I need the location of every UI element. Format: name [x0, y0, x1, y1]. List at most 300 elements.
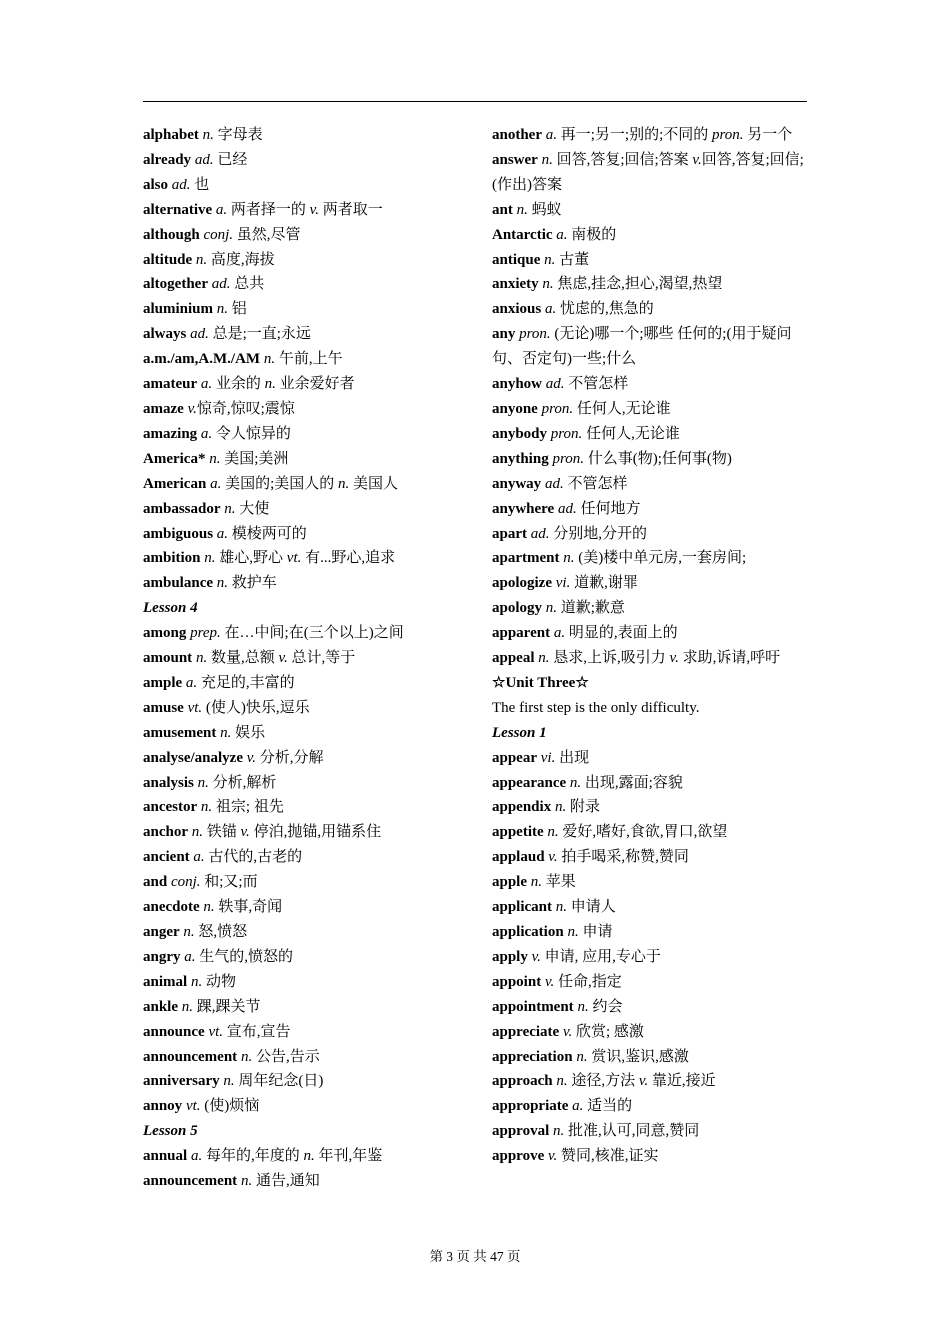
headword: amazing: [143, 425, 198, 442]
part-of-speech: v.: [562, 1023, 573, 1040]
part-of-speech: a.: [184, 948, 196, 965]
meaning: 回答,答复;回信;答案: [552, 151, 693, 168]
part-of-speech: n.: [191, 824, 203, 841]
meaning: 周年纪念(日): [234, 1073, 324, 1090]
headword: amusement: [143, 724, 217, 741]
meaning: 轶事,奇闻: [214, 899, 283, 916]
headword: ankle: [143, 998, 179, 1015]
meaning: 任何地方: [576, 500, 641, 517]
headword: ambition: [143, 550, 201, 567]
part-of-speech: ad.: [194, 151, 214, 168]
part-of-speech: vi.: [555, 575, 571, 592]
headword: annual: [143, 1148, 188, 1165]
meaning: 苹果: [542, 874, 576, 891]
meaning: 娱乐: [231, 724, 266, 741]
part-of-speech: prep.: [190, 625, 221, 642]
motto-text: The first step is the only difficulty.: [492, 699, 700, 716]
headword: answer: [492, 151, 538, 168]
meaning: 两者取一: [318, 201, 383, 218]
meaning: 拍手喝采,称赞,赞同: [557, 849, 689, 866]
part-of-speech: ad.: [544, 475, 564, 492]
part-of-speech: n.: [554, 799, 567, 816]
meaning: 明显的,表面上的: [565, 625, 678, 642]
meaning: 总是;一直;永远: [208, 326, 311, 343]
meaning: 分别地,分开的: [549, 525, 648, 542]
meaning: 也: [190, 176, 210, 193]
meaning: (无论)哪一个;哪些 任何的;(用于疑问句、否定句)一些;什么: [492, 326, 792, 368]
vocab-entry: [143, 1144, 473, 1169]
meaning: 附录: [566, 799, 600, 816]
part-of-speech: n.: [538, 650, 550, 667]
meaning: 令人惊异的: [212, 425, 291, 442]
headword: American: [143, 475, 207, 492]
vocab-entry: [143, 870, 473, 895]
part-of-speech: n.: [542, 276, 554, 293]
meaning: 数量,总额: [207, 650, 279, 667]
meaning: 不管怎样: [563, 475, 628, 492]
headword: anchor: [143, 824, 188, 841]
part-of-speech: n.: [553, 1123, 565, 1140]
part-of-speech: n.: [195, 251, 208, 268]
vocab-entry: [492, 472, 810, 497]
part-of-speech: n.: [240, 1048, 253, 1065]
part-of-speech: n.: [197, 774, 209, 791]
meaning: 道歉,谢罪: [570, 575, 638, 592]
vocab-entry: [143, 671, 473, 696]
headword: approach: [492, 1073, 553, 1090]
meaning: 任何人,无论谁: [573, 400, 671, 417]
meaning: 大使: [235, 500, 270, 517]
meaning: 欣赏; 感激: [572, 1023, 644, 1040]
headword: appendix: [492, 799, 552, 816]
part-of-speech: pron.: [712, 127, 744, 143]
vocab-entry: [143, 198, 473, 223]
vocab-entry: [143, 422, 473, 447]
part-of-speech: n.: [223, 1073, 235, 1090]
headword: alternative: [143, 201, 213, 218]
vocab-entry: [143, 522, 473, 547]
part-of-speech: n.: [209, 450, 221, 467]
vocab-entry: [492, 248, 810, 273]
meaning: (使人)快乐,逗乐: [202, 699, 310, 716]
part-of-speech: ad.: [211, 276, 231, 293]
meaning: 南极的: [567, 226, 617, 243]
meaning: 业余爱好者: [275, 376, 355, 393]
meaning: 午前,上午: [275, 351, 343, 368]
meaning: 爱好,嗜好,食欲,胃口,欲望: [558, 824, 728, 841]
meaning: 铝: [228, 301, 247, 318]
part-of-speech: n.: [183, 924, 195, 940]
meaning: 蚂蚁: [527, 201, 562, 218]
meaning: 批准,认可,同意,赞同: [564, 1123, 700, 1140]
meaning: 不管怎样: [564, 376, 629, 393]
meaning: 任命,指定: [554, 973, 622, 990]
meaning: 两者择一的: [227, 201, 310, 218]
vocab-entry: [492, 497, 810, 522]
headword: antique: [492, 251, 541, 268]
headword: always: [143, 326, 187, 343]
vocab-entry: [143, 148, 473, 173]
vocab-entry: [143, 795, 473, 820]
vocab-entry: [143, 546, 473, 571]
vocab-entry: [143, 272, 473, 297]
meaning: 怒,愤怒: [194, 924, 248, 940]
headword: altogether: [143, 276, 208, 293]
meaning: 踝,踝关节: [193, 998, 261, 1015]
meaning: 求助,诉请,呼吁: [678, 650, 781, 667]
part-of-speech: a.: [545, 127, 557, 143]
headword: analyse/analyze: [143, 749, 243, 766]
part-of-speech: a.: [556, 226, 568, 243]
vocab-entry: [143, 223, 473, 248]
vocab-entry: [143, 372, 473, 397]
part-of-speech: a.: [210, 475, 222, 492]
part-of-speech: n.: [202, 127, 214, 143]
part-of-speech: v.: [638, 1073, 649, 1090]
part-of-speech: v.: [548, 849, 558, 866]
headword: approval: [492, 1123, 550, 1140]
part-of-speech: n.: [576, 1048, 588, 1065]
vocab-entry: [143, 895, 473, 920]
headword: and: [143, 874, 168, 891]
part-of-speech: vt.: [187, 699, 203, 716]
headword: Antarctic: [492, 226, 553, 243]
vocab-entry: [492, 571, 810, 596]
part-of-speech: vi.: [540, 749, 556, 766]
meaning: 有...野心,追求: [301, 550, 396, 567]
headword: a.m./am,A.M./AM: [143, 351, 261, 368]
headword: appear: [492, 749, 537, 766]
part-of-speech: pron.: [519, 326, 551, 343]
part-of-speech: ad.: [557, 500, 577, 517]
headword: apparent: [492, 625, 551, 642]
vocab-entry: [143, 472, 473, 497]
headword: amaze: [143, 400, 184, 417]
part-of-speech: vt.: [208, 1023, 224, 1040]
headword: announce: [143, 1023, 205, 1040]
vocab-entry: [492, 422, 810, 447]
meaning: 申请人: [567, 899, 616, 916]
vocab-entry: [492, 895, 810, 920]
vocab-entry: [492, 795, 810, 820]
vocab-entry: [492, 1069, 810, 1094]
vocab-entry: [492, 322, 810, 372]
headword: appreciate: [492, 1023, 560, 1040]
headword: ambiguous: [143, 525, 214, 542]
vocab-entry: [143, 820, 473, 845]
vocab-entry: [143, 771, 473, 796]
headword: anxiety: [492, 276, 539, 293]
headword: ancient: [143, 849, 190, 866]
headword: apply: [492, 948, 528, 965]
headword: applaud: [492, 849, 545, 866]
vocab-entry: [492, 297, 810, 322]
part-of-speech: n.: [264, 376, 276, 393]
part-of-speech: v.: [240, 824, 250, 841]
headword: appointment: [492, 998, 574, 1015]
part-of-speech: pron.: [552, 450, 584, 467]
vocab-entry: [492, 970, 810, 995]
meaning: 救护车: [228, 575, 277, 592]
meaning: 申请: [578, 924, 613, 940]
vocab-entry: [492, 447, 810, 472]
part-of-speech: v.: [531, 948, 541, 965]
part-of-speech: pron.: [550, 425, 583, 442]
meaning: 总共: [230, 276, 265, 293]
headword: applicant: [492, 899, 553, 916]
headword: approve: [492, 1148, 545, 1165]
vocab-entry: [143, 746, 473, 771]
meaning: 年刊,年鉴: [314, 1148, 383, 1165]
part-of-speech: n.: [555, 899, 568, 916]
meaning: 祖宗; 祖先: [212, 799, 284, 816]
meaning: 模棱两可的: [228, 525, 307, 542]
vocab-entry: [492, 123, 810, 148]
meaning: 忧虑的,焦急的: [556, 301, 654, 318]
meaning: (使)烦恼: [200, 1098, 260, 1115]
meaning: 生气的,愤怒的: [195, 948, 294, 965]
part-of-speech: n.: [530, 874, 543, 891]
meaning: 再一;另一;别的;不同的: [557, 127, 713, 143]
vocab-entry: [492, 1119, 810, 1144]
headword: apology: [492, 600, 543, 617]
headword: announcement: [143, 1048, 238, 1065]
part-of-speech: n.: [569, 774, 582, 791]
vocab-entry: [143, 571, 473, 596]
vocab-entry: [492, 995, 810, 1020]
meaning: 宣布,宣告: [223, 1023, 291, 1040]
meaning: 美国的;美国人的: [221, 475, 338, 492]
meaning: 虽然,尽管: [233, 226, 301, 243]
vocab-entry: [143, 920, 473, 945]
headword: anniversary: [143, 1073, 220, 1090]
left-column: [143, 123, 473, 1194]
vocab-entry: [143, 447, 473, 472]
meaning: 美国;美洲: [220, 450, 289, 467]
part-of-speech: n.: [263, 351, 276, 368]
part-of-speech: v.: [187, 400, 197, 417]
vocab-entry: [143, 646, 473, 671]
vocab-entry: [143, 1020, 473, 1045]
part-of-speech: ad.: [171, 176, 191, 193]
part-of-speech: n.: [547, 824, 559, 841]
vocab-entry: [492, 1045, 810, 1070]
meaning: 焦虑,挂念,担心,渴望,热望: [553, 276, 723, 293]
meaning: 分析,分解: [256, 749, 324, 766]
meaning: 赏识,鉴识,感激: [587, 1048, 689, 1065]
vocab-entry: [492, 920, 810, 945]
right-column: [492, 123, 810, 1169]
meaning: 途径,方法: [567, 1073, 639, 1090]
headword: anybody: [492, 425, 548, 442]
part-of-speech: n.: [516, 201, 528, 218]
meaning: 美国人: [349, 475, 398, 492]
vocab-entry: [143, 945, 473, 970]
part-of-speech: v.: [669, 650, 679, 667]
meaning: 道歉;歉意: [557, 600, 625, 617]
vocab-entry: [492, 1020, 810, 1045]
headword: apart: [492, 525, 527, 542]
meaning: 充足的,丰富的: [197, 674, 295, 691]
vocab-entry: [492, 522, 810, 547]
headword: America*: [143, 450, 206, 467]
meaning: 赞同,核准,证实: [557, 1148, 659, 1165]
headword: analysis: [143, 774, 194, 791]
headword: anything: [492, 450, 549, 467]
headword: apartment: [492, 550, 560, 567]
meaning: 恳求,上诉,吸引力: [549, 650, 670, 667]
meaning: 和;又;而: [200, 874, 258, 891]
part-of-speech: v.: [544, 973, 555, 990]
headword: anecdote: [143, 899, 200, 916]
meaning: 业余的: [212, 376, 265, 393]
vocab-entry: [143, 297, 473, 322]
meaning: 任何人,无论谁: [582, 425, 680, 442]
meaning: 出现,露面;容貌: [581, 774, 683, 791]
meaning: 适当的: [583, 1098, 633, 1115]
vocab-entry: [492, 198, 810, 223]
part-of-speech: n.: [337, 475, 350, 492]
part-of-speech: vt.: [286, 550, 302, 567]
vocab-entry: [492, 945, 810, 970]
meaning: 另一个: [743, 127, 793, 143]
headword: anger: [143, 924, 180, 940]
meaning: 公告,告示: [252, 1048, 320, 1065]
part-of-speech: n.: [200, 799, 213, 816]
vocab-entry: [143, 1094, 473, 1119]
headword: appearance: [492, 774, 567, 791]
headword: although: [143, 226, 200, 243]
headword: anywhere: [492, 500, 555, 517]
vocab-entry: [143, 1069, 473, 1094]
headword: ample: [143, 674, 183, 691]
part-of-speech: n.: [577, 998, 589, 1015]
vocab-entry: [143, 970, 473, 995]
part-of-speech: n.: [190, 973, 203, 990]
part-of-speech: a.: [544, 301, 557, 318]
part-of-speech: conj.: [170, 874, 201, 891]
part-of-speech: v.: [692, 151, 702, 168]
part-of-speech: a.: [200, 425, 213, 442]
part-of-speech: n.: [195, 650, 208, 667]
meaning: 申请, 应用,专心于: [540, 948, 661, 965]
meaning: 总计,等于: [287, 650, 356, 667]
vocab-entry: [492, 372, 810, 397]
part-of-speech: n.: [181, 998, 194, 1015]
meaning: 铁锚: [203, 824, 241, 841]
part-of-speech: vt.: [185, 1098, 201, 1115]
meaning: 出现: [555, 749, 590, 766]
headword: animal: [143, 973, 188, 990]
headword: already: [143, 151, 192, 168]
part-of-speech: n.: [544, 251, 556, 268]
meaning: 在…中间;在(三个以上)之间: [220, 625, 404, 642]
vocab-entry: [143, 721, 473, 746]
part-of-speech: n.: [224, 500, 236, 517]
part-of-speech: a.: [190, 1148, 203, 1165]
vocab-entry: [492, 771, 810, 796]
headword: also: [143, 176, 169, 193]
lesson-heading: Lesson 1: [492, 724, 547, 741]
meaning: 什么事(物);任何事(物): [583, 450, 732, 467]
vocab-entry: [492, 223, 810, 248]
part-of-speech: conj.: [203, 226, 234, 243]
vocab-entry: [143, 995, 473, 1020]
part-of-speech: a.: [215, 201, 228, 218]
part-of-speech: n.: [220, 724, 232, 741]
meaning: 每年的,年度的: [202, 1148, 304, 1165]
headword: anyone: [492, 400, 538, 417]
meaning: 回答,答复;回信;(作出)答案: [492, 151, 804, 193]
vocab-entry: [143, 621, 473, 646]
vocab-entry: [492, 148, 810, 198]
headword: another: [492, 127, 542, 143]
part-of-speech: v.: [309, 201, 319, 218]
vocab-entry: [492, 397, 810, 422]
part-of-speech: ad.: [545, 376, 565, 393]
vocab-entry: [492, 870, 810, 895]
headword: apple: [492, 874, 528, 891]
headword: amount: [143, 650, 193, 667]
meaning: (美)楼中单元房,一套房间;: [574, 550, 747, 567]
headword: annoy: [143, 1098, 183, 1115]
unit-heading: ☆Unit Three☆: [492, 674, 589, 691]
headword: appoint: [492, 973, 542, 990]
headword: appreciation: [492, 1048, 573, 1065]
headword: application: [492, 924, 564, 940]
headword: alphabet: [143, 127, 199, 143]
vocab-entry: [492, 272, 810, 297]
vocab-entry: [492, 746, 810, 771]
meaning: 古董: [555, 251, 590, 268]
vocab-entry: [143, 1169, 473, 1194]
headword: announcement: [143, 1173, 238, 1190]
meaning: 高度,海拔: [207, 251, 275, 268]
part-of-speech: a.: [216, 525, 229, 542]
part-of-speech: a.: [185, 674, 198, 691]
vocab-entry: [492, 820, 810, 845]
part-of-speech: n.: [303, 1148, 315, 1165]
vocab-entry: [492, 1094, 810, 1119]
headword: ambassador: [143, 500, 221, 517]
lesson-heading: Lesson 4: [143, 600, 198, 617]
headword: appeal: [492, 650, 535, 667]
vocab-entry: [143, 347, 473, 372]
vocab-entry: [143, 845, 473, 870]
meaning: 约会: [588, 998, 623, 1015]
headword: appropriate: [492, 1098, 569, 1115]
headword: aluminium: [143, 301, 214, 318]
part-of-speech: v.: [278, 650, 288, 667]
headword: appetite: [492, 824, 544, 841]
part-of-speech: ad.: [530, 525, 550, 542]
headword: amateur: [143, 376, 198, 393]
headword: among: [143, 625, 187, 642]
headword: ant: [492, 201, 513, 218]
meaning: 动物: [202, 973, 236, 990]
vocab-entry: [492, 596, 810, 621]
part-of-speech: n.: [556, 1073, 568, 1090]
vocab-entry: [143, 248, 473, 273]
page-footer: 第 3 页 共 47 页: [429, 1249, 521, 1264]
headword: ancestor: [143, 799, 198, 816]
meaning: 字母表: [213, 127, 263, 143]
meaning: 雄心,野心: [215, 550, 287, 567]
part-of-speech: n.: [541, 151, 553, 168]
part-of-speech: n.: [567, 924, 579, 940]
vocab-entry: [143, 173, 473, 198]
meaning: 靠近,接近: [648, 1073, 716, 1090]
